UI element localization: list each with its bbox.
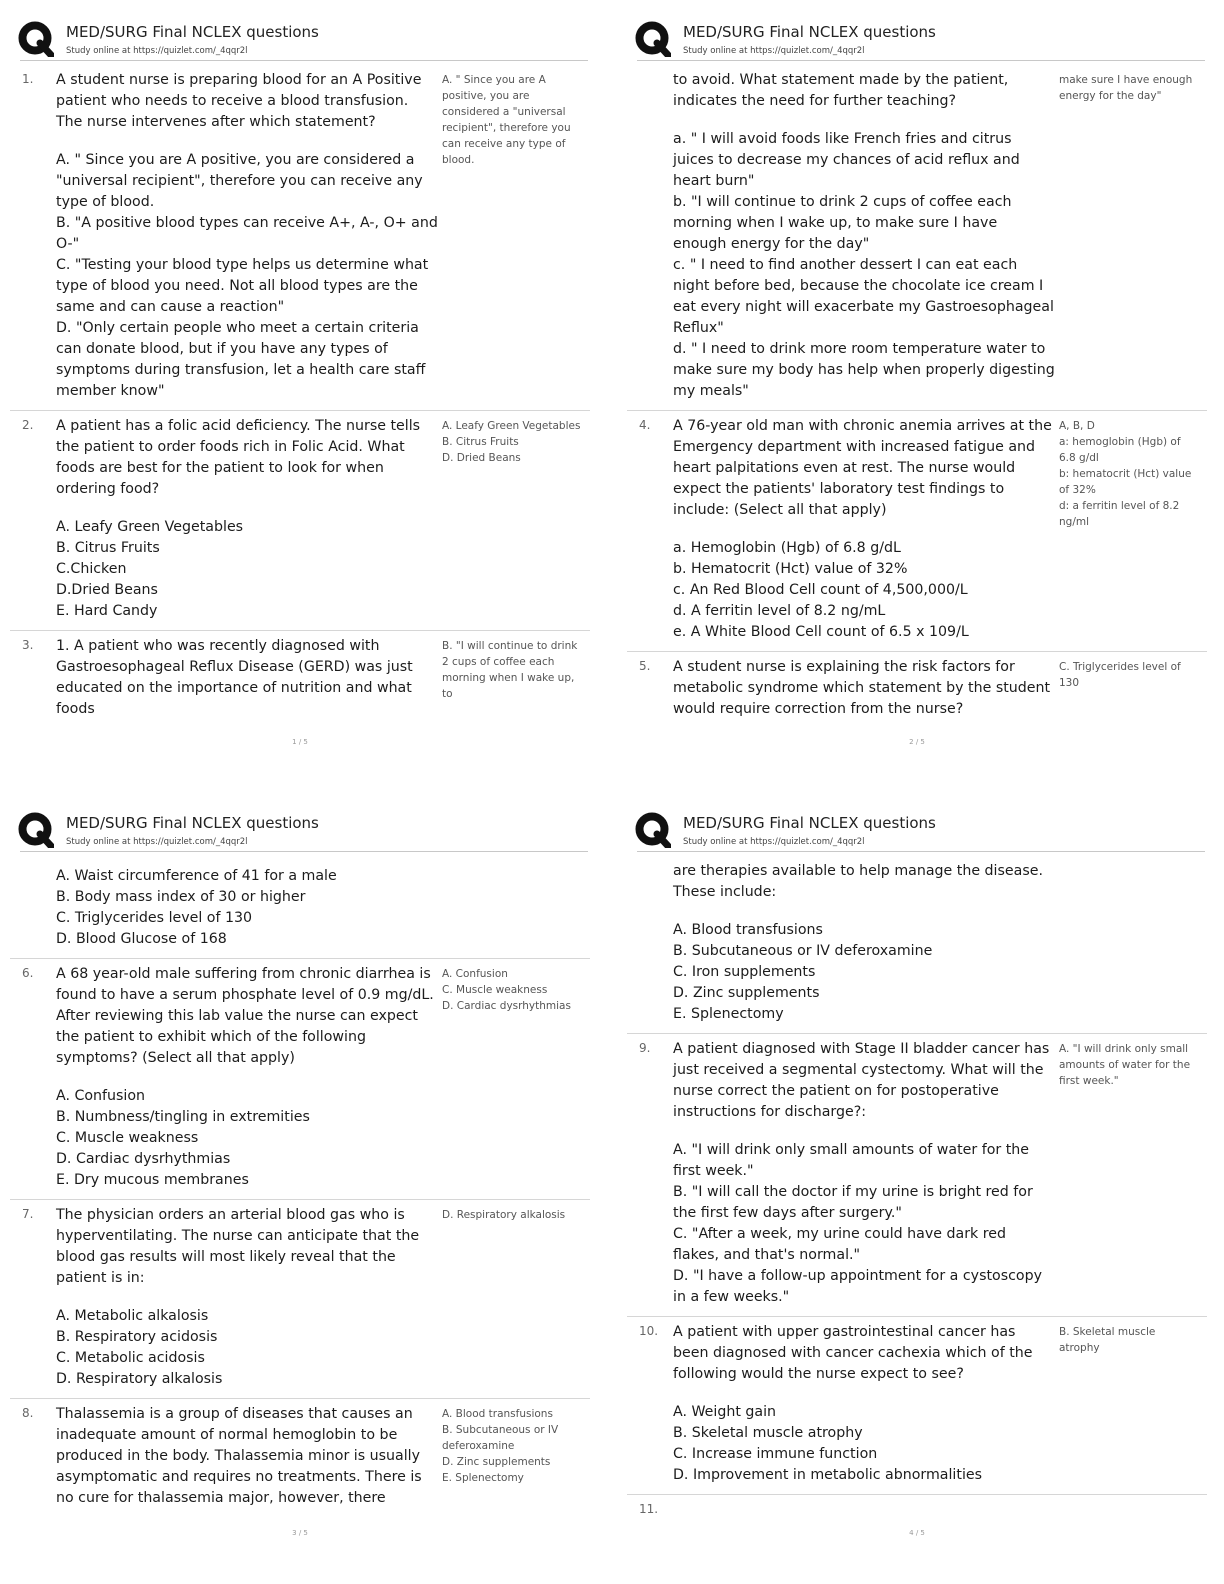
answer-line: A. Confusion <box>442 968 508 980</box>
option-b: B. Body mass index of 30 or higher <box>56 889 306 905</box>
option-d: d. A ferritin level of 8.2 ng/mL <box>673 603 886 619</box>
answer-line: D. Cardiac dysrhythmias <box>442 1000 571 1012</box>
question-row-8 <box>10 1399 590 1517</box>
option-b: B. Subcutaneous or IV deferoxamine <box>673 943 933 959</box>
answer <box>438 416 582 622</box>
question-content <box>673 657 1055 720</box>
question-number: 8. <box>22 1406 34 1420</box>
question-content <box>56 866 438 950</box>
question-stem: A patient with upper gastrointestinal cancer has been diagnosed with cancer cachexia which of the following would the nurse expect to see? <box>673 1324 1033 1382</box>
answer-line: D. Zinc supplements <box>442 1456 551 1468</box>
option-b: b. Hematocrit (Hct) value of 32% <box>673 561 908 577</box>
question-content <box>56 1404 438 1509</box>
option-a: A. "I will drink only small amounts of water for the first week." <box>673 1142 1030 1179</box>
option-e: E. Hard Candy <box>56 603 158 619</box>
question-list <box>10 856 590 1517</box>
header-divider <box>20 851 588 852</box>
page-2 <box>627 15 1217 785</box>
option-a: a. " I will avoid foods like French fries and citrus juices to decrease my chances of acid reflux and heart burn" <box>673 131 1020 189</box>
option-a: A. Blood transfusions <box>673 922 823 938</box>
option-b: B. Numbness/tingling in extremities <box>56 1109 310 1125</box>
question-row-2 <box>10 411 590 631</box>
answer-line: A. Leafy Green Vegetables <box>442 420 581 432</box>
question-row-3-continued <box>627 65 1207 411</box>
document-title: MED/SURG Final NCLEX questions <box>683 23 936 41</box>
option-c: C. Muscle weakness <box>56 1130 199 1146</box>
option-e: e. A White Blood Cell count of 6.5 x 109/L <box>673 624 969 640</box>
page-number: 4 / 5 <box>909 1529 925 1537</box>
option-a: A. Metabolic alkalosis <box>56 1308 209 1324</box>
question-content <box>56 70 438 402</box>
document-title: MED/SURG Final NCLEX questions <box>66 814 319 832</box>
question-stem: A patient has a folic acid deficiency. The nurse tells the patient to order foods rich in Folic Acid. What foods are best for the patient to look for when ordering food? <box>56 418 421 497</box>
header-divider <box>637 851 1205 852</box>
question-row-5 <box>627 652 1207 728</box>
option-a: A. Leafy Green Vegetables <box>56 519 244 535</box>
question-content <box>56 416 438 622</box>
answer-line: B. Subcutaneous or IV deferoxamine <box>442 1424 559 1452</box>
option-c: C. Triglycerides level of 130 <box>56 910 253 926</box>
question-number: 5. <box>639 659 651 673</box>
question-content <box>673 70 1055 402</box>
answer: D. Respiratory alkalosis <box>442 1209 566 1221</box>
question-list <box>627 856 1207 1524</box>
option-d: D. Blood Glucose of 168 <box>56 931 227 947</box>
option-d: D.Dried Beans <box>56 582 158 598</box>
question-stem: to avoid. What statement made by the patient, indicates the need for further teaching? <box>673 72 1009 109</box>
option-c: c. An Red Blood Cell count of 4,500,000/L <box>673 582 968 598</box>
option-b: B. "A positive blood types can receive A+, A-, O+ and O-" <box>56 215 438 252</box>
question-content <box>673 1322 1055 1486</box>
question-content <box>56 1205 438 1390</box>
option-b: B. Citrus Fruits <box>56 540 160 556</box>
quizlet-logo-icon <box>18 21 54 57</box>
page-number: 2 / 5 <box>909 738 925 746</box>
question-list <box>627 65 1207 728</box>
question-number: 7. <box>22 1207 34 1221</box>
question-stem: 1. A patient who was recently diagnosed with Gastroesophageal Reflux Disease (GERD) was just educated on the importance of nutrition and what foods <box>56 638 413 717</box>
option-a: A. Weight gain <box>673 1404 777 1420</box>
answer <box>438 1404 582 1509</box>
question-number: 4. <box>639 418 651 432</box>
page-header <box>627 15 1207 65</box>
answer: B. "I will continue to drink 2 cups of coffee each morning when I wake up, to <box>442 640 578 700</box>
question-number: 10. <box>639 1324 659 1338</box>
answer-line: b: hematocrit (Hct) value of 32% <box>1059 468 1192 496</box>
option-b: b. "I will continue to drink 2 cups of coffee each morning when I wake up, to make sure I have enough energy for the day" <box>673 194 1012 252</box>
question-stem: A student nurse is explaining the risk factors for metabolic syndrome which statement by the student would require correction from the nurse? <box>673 659 1051 717</box>
question-content <box>673 861 1055 1025</box>
option-b: B. Respiratory acidosis <box>56 1329 218 1345</box>
page-number: 1 / 5 <box>292 738 308 746</box>
question-stem: are therapies available to help manage the disease. These include: <box>673 863 1043 900</box>
question-row-10 <box>627 1317 1207 1495</box>
option-c: C.Chicken <box>56 561 127 577</box>
answer-line: D. Dried Beans <box>442 452 521 464</box>
option-a: a. Hemoglobin (Hgb) of 6.8 g/dL <box>673 540 901 556</box>
question-row-8-continued <box>627 856 1207 1034</box>
quizlet-logo-icon <box>635 812 671 848</box>
question-row-7 <box>10 1200 590 1399</box>
question-row-9 <box>627 1034 1207 1317</box>
quizlet-logo-icon <box>635 21 671 57</box>
option-b: B. "I will call the doctor if my urine is bright red for the first few days after surgery." <box>673 1184 1033 1221</box>
option-c: C. "Testing your blood type helps us determine what type of blood you need. Not all blood types are the same and can cause a reaction" <box>56 257 429 315</box>
question-stem: A 68 year-old male suffering from chronic diarrhea is found to have a serum phosphate level of 0.9 mg/dL. After reviewing this lab value the nurse can expect the patient to exhibit which of the following symptoms? (Select all that apply) <box>56 966 434 1066</box>
option-c: C. Metabolic acidosis <box>56 1350 205 1366</box>
answer-line: A. Blood transfusions <box>442 1408 553 1420</box>
answer: C. Triglycerides level of 130 <box>1059 661 1181 689</box>
page-header <box>10 15 590 65</box>
answer-line: A, B, D <box>1059 420 1095 432</box>
question-row-4 <box>627 411 1207 652</box>
question-stem: A patient diagnosed with Stage II bladder cancer has just received a segmental cystectomy. What will the nurse correct the patient on for postoperative instructions for discharge?: <box>673 1041 1050 1120</box>
question-row-1 <box>10 65 590 411</box>
study-online-link[interactable]: Study online at https://quizlet.com/_4qqr2l <box>683 46 865 56</box>
page-3 <box>10 806 600 1576</box>
question-number: 3. <box>22 638 34 652</box>
study-online-link[interactable]: Study online at https://quizlet.com/_4qqr2l <box>66 837 248 847</box>
option-d: D. "I have a follow-up appointment for a cystoscopy in a few weeks." <box>673 1268 1042 1305</box>
answer: A. " Since you are A positive, you are considered a "universal recipient", therefore you can receive any type of blood. <box>442 74 571 166</box>
option-c: C. Increase immune function <box>673 1446 878 1462</box>
question-content <box>56 636 438 720</box>
question-row-11 <box>627 1495 1207 1524</box>
question-list <box>10 65 590 728</box>
option-e: E. Splenectomy <box>673 1006 784 1022</box>
quizlet-logo-icon <box>18 812 54 848</box>
page-header <box>10 806 590 856</box>
question-stem: A 76-year old man with chronic anemia arrives at the Emergency department with increased fatigue and heart palpitations even at rest. The nurse would expect the patients' laboratory test findings to include: (Select all that apply) <box>673 418 1052 518</box>
question-stem: A student nurse is preparing blood for an A Positive patient who needs to receive a blood transfusion. The nurse intervenes after which statement? <box>56 72 422 130</box>
document-title: MED/SURG Final NCLEX questions <box>66 23 319 41</box>
option-d: D. "Only certain people who meet a certain criteria can donate blood, but if you have any types of symptoms during transfusion, let a health care staff member know" <box>56 320 426 399</box>
option-e: E. Dry mucous membranes <box>56 1172 249 1188</box>
option-a: A. Confusion <box>56 1088 146 1104</box>
question-row-3 <box>10 631 590 728</box>
study-online-link[interactable]: Study online at https://quizlet.com/_4qqr2l <box>683 837 865 847</box>
header-divider <box>637 60 1205 61</box>
option-c: C. Iron supplements <box>673 964 816 980</box>
answer: make sure I have enough energy for the day" <box>1059 74 1193 102</box>
question-row-6 <box>10 959 590 1200</box>
header-divider <box>20 60 588 61</box>
option-d: D. Zinc supplements <box>673 985 820 1001</box>
answer-line: d: a ferritin level of 8.2 ng/ml <box>1059 500 1180 528</box>
question-number: 2. <box>22 418 34 432</box>
option-c: C. "After a week, my urine could have dark red flakes, and that's normal." <box>673 1226 1007 1263</box>
option-a: A. " Since you are A positive, you are considered a "universal recipient", therefore you can receive any type of blood. <box>56 152 423 210</box>
page-number: 3 / 5 <box>292 1529 308 1537</box>
question-content <box>673 1039 1055 1308</box>
page-4 <box>627 806 1217 1576</box>
question-stem: The physician orders an arterial blood gas who is hyperventilating. The nurse can anticipate that the blood gas results will most likely reveal that the patient is in: <box>56 1207 420 1286</box>
document-title: MED/SURG Final NCLEX questions <box>683 814 936 832</box>
option-b: B. Skeletal muscle atrophy <box>673 1425 863 1441</box>
answer-line: a: hemoglobin (Hgb) of 6.8 g/dl <box>1059 436 1181 464</box>
answer: A. "I will drink only small amounts of water for the first week." <box>1059 1043 1191 1087</box>
answer <box>438 964 582 1191</box>
question-row-5-continued <box>10 856 590 959</box>
option-d: D. Respiratory alkalosis <box>56 1371 223 1387</box>
option-c: c. " I need to find another dessert I can eat each night before bed, because the chocolate ice cream I eat every night will exacerbate my Gastroesophageal Reflux" <box>673 257 1054 336</box>
answer-line: E. Splenectomy <box>442 1472 524 1484</box>
answer <box>1055 416 1199 643</box>
answer-line: C. Muscle weakness <box>442 984 548 996</box>
question-content <box>673 416 1055 643</box>
answer-line: B. Citrus Fruits <box>442 436 519 448</box>
question-number: 11. <box>639 1502 659 1516</box>
study-online-link[interactable]: Study online at https://quizlet.com/_4qqr2l <box>66 46 248 56</box>
option-a: A. Waist circumference of 41 for a male <box>56 868 337 884</box>
option-d: D. Cardiac dysrhythmias <box>56 1151 231 1167</box>
page-1 <box>10 15 600 785</box>
option-d: D. Improvement in metabolic abnormalities <box>673 1467 983 1483</box>
question-content <box>56 964 438 1191</box>
question-number: 9. <box>639 1041 651 1055</box>
question-stem: Thalassemia is a group of diseases that causes an inadequate amount of normal hemoglobin to be produced in the body. Thalassemia minor is usually asymptomatic and requires no treatments. There is no cure for thalassemia major, however, there <box>56 1406 422 1506</box>
option-d: d. " I need to drink more room temperature water to make sure my body has help when properly digesting my meals" <box>673 341 1055 399</box>
answer: B. Skeletal muscle atrophy <box>1059 1326 1156 1354</box>
question-number: 6. <box>22 966 34 980</box>
page-header <box>627 806 1207 856</box>
question-number: 1. <box>22 72 34 86</box>
